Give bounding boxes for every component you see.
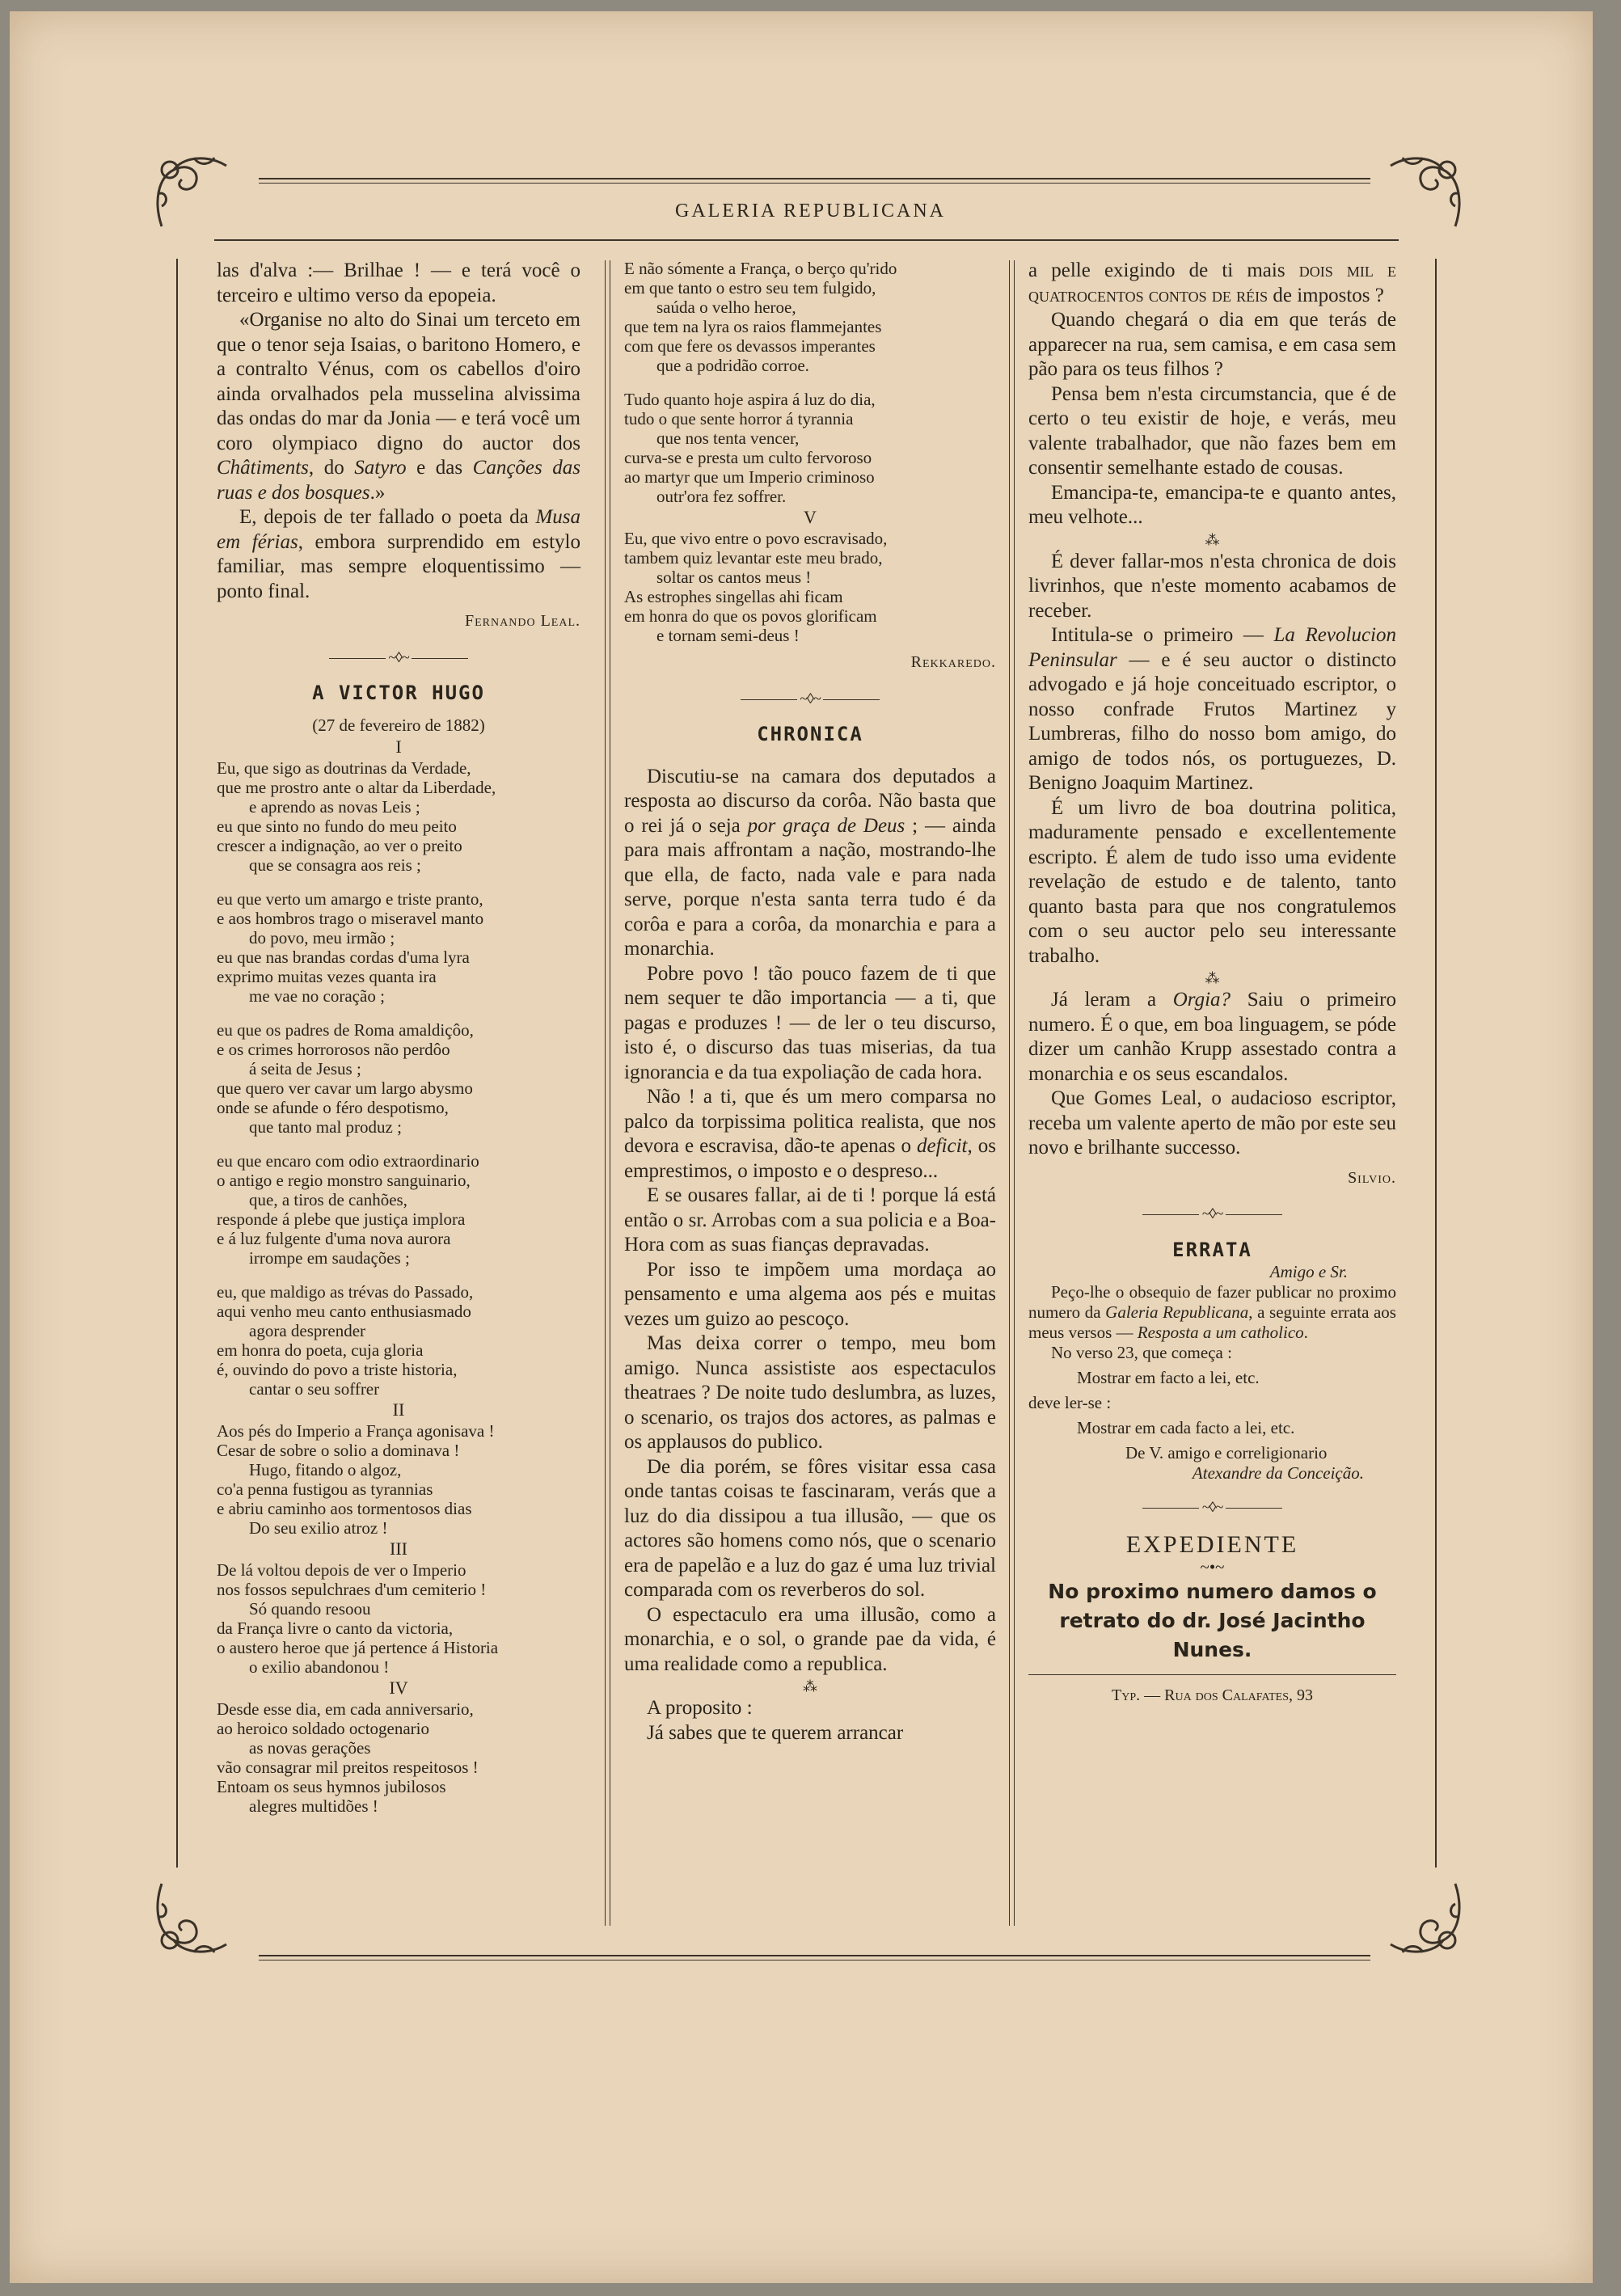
column-1 [217, 259, 580, 1816]
section-number: I [395, 736, 402, 757]
stanza: eu, que maldigo as trévas do Passado, aqui venho meu canto enthusiasmado agora desprender em honra do poeta, cuja gloria é, ouvindo do povo a triste historia, cantar o seu soffrer [217, 1281, 474, 1399]
stanza: De lá voltou depois de ver o Imperio nos fossos sepulchraes d'um cemiterio ! Só quando resoou da França livre o canto da victoria, o austero heroe que já pertence á Historia o exilio abandonou ! [217, 1560, 499, 1677]
errata-line: No verso 23, que começa : [1051, 1343, 1232, 1362]
errata-line: Mostrar em facto a lei, etc. [1077, 1368, 1260, 1387]
paragraph: las d'alva :— Brilhae ! — e terá você o terceiro e ultimo verso da epopeia. [217, 260, 580, 306]
paragraph: Já leram a Orgia? Saiu o primeiro numero. É o que, em boa linguagem, se póde dizer um canhão Krupp assestado contra a monarchia e os seus escandalos. [1028, 989, 1396, 1085]
signature: Silvio. [1348, 1168, 1396, 1187]
small-ornament: ~•~ [1200, 1557, 1225, 1576]
frame-right-rule [1435, 259, 1437, 1868]
column-divider-2 [1009, 260, 1015, 1926]
stanza: Eu, que sigo as doutrinas da Verdade, que me prostro ante o altar da Liberdade, e aprendo as novas Leis ; eu que sinto no fundo do meu peito crescer a indignação, ao ver o preito que se consagra aos reis ; [217, 758, 496, 875]
paragraph: Mas deixa correr o tempo, meu bom amigo. Nunca assististe aos espectaculos theatraes ? De noite tudo deslumbra, as luzes, o scenario, os trajos dos actores, as palmas e os applausos do publico. [624, 1332, 996, 1453]
divider-ornament: ~◊~ [217, 645, 580, 670]
paragraph: De dia porém, se fôres visitar essa casa onde tantas coisas te fascinaram, verás que a luz do dia dissipou a tua illusão, — que os actores são homens como nós, que o scenario era de papelão e a luz do gaz é uma luz trivial comparada com os reverberos do sol. [624, 1455, 996, 1601]
paragraph: «Organise no alto do Sinai um terceto em que o tenor seja Isaias, o baritono Homero, e a contralto Vénus, com os cabellos d'oiro ainda orvalhados pela musselina alvissima das ondas do mar da Jonia — e terá você um coro olympiaco digno do auctor dos Châtiments, do Satyro e das Canções das ruas e dos bosques.» [217, 309, 581, 504]
section-asterism: ⁂ [803, 1678, 817, 1695]
header-underline [214, 239, 1399, 241]
poem-date: (27 de fevereiro de 1882) [312, 715, 485, 735]
frame-bottom-rule [259, 1955, 1370, 1956]
paragraph: É dever fallar-mos n'esta chronica de dois livrinhos, que n'este momento acabamos de receber. [1028, 550, 1396, 622]
paragraph: E, depois de ter fallado o poeta da Musa em férias, embora surprendido em estylo familiar, mas sempre eloquentissimo — ponto final. [217, 506, 580, 602]
paragraph: Pobre povo ! tão pouco fazem de ti que nem sequer te dão importancia — a ti, que pagas e produzes ! — de ler o teu discurso, isto é, o discurso das tuas miserias, da tua ignorancia e da tua expoliação de cada hora. [624, 962, 996, 1083]
stanza: Eu, que vivo entre o povo escravisado, tambem quiz levantar este meu brado, soltar os cantos meus ! As estrophes singellas ahi ficam em honra do que os povos glorificam e tornam semi-deus ! [624, 529, 888, 645]
stanza: Desde esse dia, em cada anniversario, ao heroico soldado octogenario as novas gerações vão consagrar mil preitos respeitosos ! Entoam os seus hymnos jubilosos alegres multidões ! [217, 1699, 479, 1816]
errata-title: ERRATA [1172, 1238, 1252, 1261]
stanza: Tudo quanto hoje aspira á luz do dia, tudo o que sente horror á tyrannia que nos tenta vencer, curva-se e presta um culto fervoroso ao martyr que um Imperio criminoso outr'ora fez soffrer. [624, 390, 876, 506]
expediente-title: EXPEDIENTE [1125, 1530, 1299, 1558]
section-asterism: ⁂ [1205, 970, 1220, 986]
paragraph: Pensa bem n'esta circumstancia, que é de certo o teu existir de hoje, e verás, meu valente trabalhador, que não fazes bem em consentir semelhante estado de cousas. [1028, 382, 1396, 479]
frame-top-rule [259, 178, 1370, 179]
paragraph: Já sabes que te querem arrancar [647, 1721, 904, 1744]
ornament-bottom-right-icon [1382, 1876, 1471, 1965]
stanza: eu que encaro com odio extraordinario o antigo e regio monstro sanguinario, que, a tiros de canhões, responde á plebe que justiça implora e á luz fulgente d'uma nova aurora irrompe em saudações ; [217, 1150, 479, 1268]
stanza: E não sómente a França, o berço qu'rido em que tanto o estro seu tem fulgido, saúda o velho heroe, que tem na lyra os raios flammejantes com que fere os devassos imperantes que a podridão corroe. [624, 259, 897, 375]
divider [1028, 1674, 1396, 1675]
errata-line: deve ler-se : [1028, 1393, 1112, 1412]
chronica-title: CHRONICA [757, 723, 863, 745]
section-asterism: ⁂ [1205, 531, 1220, 548]
paragraph: Intitula-se o primeiro — La Revolucion Peninsular — e é seu auctor o distincto advogado e já hoje conceituado escriptor, o nosso confrade Frutos Martinez y Lumbreras, filho do nosso bom amigo, do amigo de todos nós, os portuguezes, D. Benigno Joaquim Martinez. [1028, 624, 1396, 794]
ornament-bottom-left-icon [146, 1876, 234, 1965]
paragraph: Que Gomes Leal, o audacioso escriptor, receba um valente aperto de mão por este seu novo e brilhante successo. [1028, 1087, 1396, 1159]
paragraph: Emancipa-te, emancipa-te e quanto antes, meu velhote... [1028, 481, 1396, 528]
paragraph: Discutiu-se na camara dos deputados a resposta ao discurso da corôa. Não basta que o rei já o seja por graça de Deus ; — ainda para mais affrontam a nação, mostrando-lhe que ella, de facto, nada vale e para nada serve, porque n'esta santa terra tudo é da corôa e para a corôa, da monarchia e para a monarchia. [624, 765, 996, 960]
paragraph: A proposito : [647, 1697, 753, 1719]
errata-paragraph: Peço-lhe o obsequio de fazer publicar no proximo numero da Galeria Republicana, a seguinte errata aos meus versos — Resposta a um catholico. [1028, 1282, 1396, 1342]
paragraph: E se ousares fallar, ai de ti ! porque lá está então o sr. Arrobas com a sua policia e a Boa-Hora com as suas fianças depravadas. [624, 1184, 996, 1256]
poem-title: A VICTOR HUGO [312, 682, 485, 704]
expediente-text: No proximo numero damos o retrato do dr. José Jacintho Nunes. [1048, 1580, 1377, 1661]
section-number: IV [389, 1677, 408, 1698]
divider-ornament: ~◊~ [624, 686, 996, 711]
signature: Rekkaredo. [910, 653, 996, 671]
stanza: Aos pés do Imperio a França agonisava ! Cesar de sobre o solio a dominava ! Hugo, fitando o algoz, co'a penna fustigou as tyrannias e abriu caminho aos tormentosos dias Do seu exilio atroz ! [217, 1420, 495, 1538]
stanza: eu que verto um amargo e triste pranto, e aos hombros trago o miseravel manto do povo, meu irmão ; eu que nas brandas cordas d'uma lyra exprimo muitas vezes quanta ira me vae no coração ; [217, 888, 484, 1006]
errata-signature: Atexandre da Conceição. [1192, 1463, 1364, 1483]
paragraph: Não ! a ti, que és um mero comparsa no palco da torpissima politica realista, que nos devora e escravisa, dão-te apenas o deficit, os emprestimos, o imposto e o despreso... [624, 1086, 996, 1182]
errata-line: De V. amigo e correligionario [1125, 1443, 1328, 1462]
errata-line: Mostrar em cada facto a lei, etc. [1077, 1418, 1295, 1437]
paragraph: O espectaculo era uma illusão, como a monarchia, e o sol, o grande pae da vida, é uma realidade como a republica. [624, 1603, 996, 1675]
printer-line: Typ. — Rua dos Calafates, 93 [1112, 1686, 1313, 1704]
column-3 [1028, 259, 1396, 1708]
frame-top-rule-2 [259, 183, 1370, 184]
section-number: III [390, 1538, 407, 1559]
divider-ornament: ~◊~ [1028, 1201, 1396, 1226]
errata-greeting: Amigo e Sr. [1269, 1262, 1348, 1281]
column-divider-1 [605, 260, 610, 1926]
divider-ornament: ~◊~ [1028, 1495, 1396, 1520]
stanza: eu que os padres de Roma amaldiçôo, e os crimes horrorosos não perdôo á seita de Jesus ; que quero ver cavar um largo abysmo onde se afunde o féro despotismo, que tanto mal produz ; [217, 1019, 474, 1137]
section-number: V [804, 507, 817, 527]
paragraph: Quando chegará o dia em que terás de apparecer na rua, sem camisa, e em casa sem pão para os teus filhos ? [1028, 309, 1396, 380]
paragraph: a pelle exigindo de ti mais dois mil e quatrocentos contos de réis de impostos ? [1028, 260, 1396, 306]
column-2 [624, 259, 996, 1745]
section-number: II [392, 1399, 405, 1420]
paragraph: É um livro de boa doutrina politica, maduramente pensado e excellentemente escripto. É alem de tudo isso uma evidente revelação de estudo e de talento, tanto quanto basta para que nos congratulemos com o seu auctor pelo seu interessante trabalho. [1028, 796, 1396, 967]
signature: Fernando Leal. [465, 612, 580, 630]
frame-left-rule [176, 259, 178, 1868]
paragraph: Por isso te impõem uma mordaça ao pensamento e uma algema aos pés e muitas vezes um guizo ao pescoço. [624, 1258, 996, 1330]
page-header: GALERIA REPUBLICANA [674, 200, 946, 222]
